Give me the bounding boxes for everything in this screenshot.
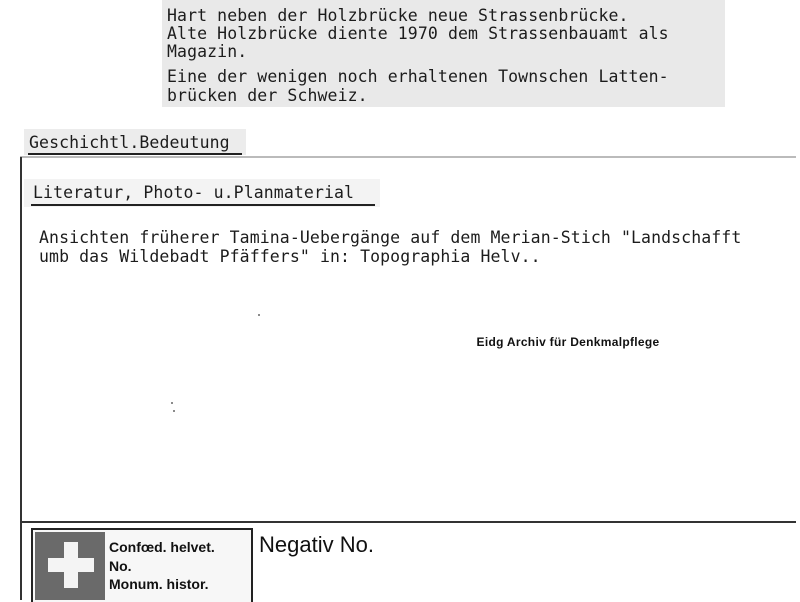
- monument-logo: [31, 528, 253, 602]
- literature-text-line: Ansichten früherer Tamina-Uebergänge auf dem Merian-Stich "Landschafft: [39, 228, 742, 247]
- swiss-cross-icon: [35, 532, 105, 600]
- logo-text-line: Confœd. helvet.: [109, 539, 215, 555]
- history-heading: Geschichtl.Bedeutung: [29, 133, 230, 152]
- history-heading-underline: [28, 153, 242, 155]
- paper-speck: [173, 410, 175, 412]
- card-left-border: [20, 157, 22, 600]
- footer-divider: [20, 521, 796, 523]
- negativ-number-label: Negativ No.: [259, 532, 374, 557]
- paper-speck: [171, 402, 173, 404]
- text-line: Hart neben der Holzbrücke neue Strassenbrücke.: [167, 6, 629, 25]
- text-line: Alte Holzbrücke diente 1970 dem Strassenbauamt als: [167, 24, 669, 43]
- literature-text-line: umb das Wildebadt Pfäffers" in: Topographia Helv..: [39, 247, 541, 266]
- archive-stamp: Eidg Archiv für Denkmalpflege: [457, 332, 679, 352]
- paper-speck: [258, 314, 260, 316]
- card-top-border: [20, 156, 796, 158]
- text-line: brücken der Schweiz.: [167, 86, 368, 105]
- literature-heading: Literatur, Photo- u.Planmaterial: [33, 183, 355, 202]
- text-line: Magazin.: [167, 42, 248, 61]
- logo-text-line: No.: [109, 558, 132, 574]
- literature-heading-underline: [31, 204, 375, 206]
- logo-text-line: Monum. histor.: [109, 576, 209, 592]
- text-line: Eine der wenigen noch erhaltenen Townschen Latten-: [167, 67, 669, 86]
